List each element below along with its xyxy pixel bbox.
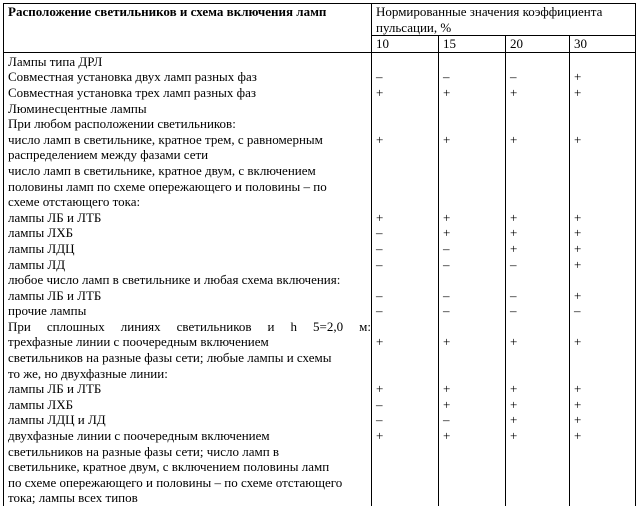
pulsation-mark <box>376 163 438 179</box>
pulsation-mark: + <box>443 209 451 225</box>
pulsation-mark <box>574 272 635 288</box>
pulsation-mark <box>443 272 505 288</box>
pulsation-mark: – <box>443 303 450 319</box>
pulsation-mark <box>510 459 569 475</box>
description-line: тока; лампы всех типов <box>8 490 138 506</box>
pulsation-mark <box>443 366 505 382</box>
mark-column-20 <box>506 52 570 506</box>
pulsation-mark <box>443 163 505 179</box>
description-line: схеме отстающего тока: <box>8 194 141 210</box>
pulsation-mark: – <box>443 69 450 85</box>
description-line: число ламп в светильнике, кратное трем, с равномерным <box>8 131 323 147</box>
pulsation-mark <box>510 319 569 335</box>
pulsation-mark <box>376 272 438 288</box>
description-line: Совместная установка двух ламп разных фаз <box>8 69 257 85</box>
description-line: любое число ламп в светильнике и любая схема включения: <box>8 272 341 288</box>
pulsation-mark <box>376 475 438 491</box>
description-line: лампы ЛБ и ЛТБ <box>8 287 102 303</box>
pulsation-mark <box>574 116 635 132</box>
mark-column-15 <box>439 52 506 506</box>
pulsation-mark <box>574 319 635 335</box>
pulsation-mark: – <box>376 256 383 272</box>
pulsation-mark: – <box>510 303 517 319</box>
pulsation-mark <box>510 116 569 132</box>
description-line: лампы ЛДЦ <box>8 240 75 256</box>
description-line: число ламп в светильнике, кратное двум, с включением <box>8 162 316 178</box>
pulsation-mark <box>574 350 635 366</box>
pulsation-mark <box>443 475 505 491</box>
pulsation-mark: + <box>510 428 518 444</box>
pulsation-mark <box>376 319 438 335</box>
pulsation-mark <box>443 194 505 210</box>
description-line: Совместная установка трех ламп разных фаз <box>8 84 256 100</box>
pulsation-mark <box>376 54 438 70</box>
pulsation-mark <box>574 459 635 475</box>
pulsation-mark <box>574 101 635 117</box>
header-pulsation-30: 30 <box>570 36 636 53</box>
description-line: двухфазные линии с поочередным включением <box>8 428 270 444</box>
pulsation-mark: + <box>443 334 451 350</box>
description-line: светильнике, кратное двум, с включением половины ламп <box>8 459 330 475</box>
pulsation-mark: + <box>574 225 582 241</box>
pulsation-mark: – <box>510 256 517 272</box>
mark-column-30 <box>570 52 636 506</box>
pulsation-mark: + <box>574 396 582 412</box>
pulsation-mark <box>574 179 635 195</box>
pulsation-mark <box>510 147 569 163</box>
pulsation-mark: – <box>574 303 581 319</box>
pulsation-mark <box>443 490 505 506</box>
pulsation-mark <box>443 101 505 117</box>
pulsation-mark: + <box>574 381 582 397</box>
description-line: половины ламп по схеме опережающего и половины – по <box>8 178 327 194</box>
pulsation-mark <box>574 194 635 210</box>
pulsation-mark <box>376 459 438 475</box>
pulsation-mark <box>510 54 569 70</box>
pulsation-mark: + <box>510 396 518 412</box>
pulsation-mark <box>376 444 438 460</box>
pulsation-mark: + <box>574 428 582 444</box>
pulsation-mark: + <box>510 209 518 225</box>
description-line: лампы ЛД <box>8 256 66 272</box>
pulsation-mark <box>443 179 505 195</box>
mark-column-10 <box>372 52 439 506</box>
pulsation-mark: + <box>574 69 582 85</box>
description-line: по схеме опережающего и половины – по схеме отстающего <box>8 474 343 490</box>
pulsation-mark: – <box>376 69 383 85</box>
pulsation-mark <box>510 350 569 366</box>
pulsation-mark: + <box>376 381 384 397</box>
pulsation-mark: – <box>376 240 383 256</box>
pulsation-mark <box>376 179 438 195</box>
pulsation-mark: – <box>376 287 383 303</box>
pulsation-mark: + <box>510 412 518 428</box>
pulsation-table <box>3 3 636 506</box>
pulsation-mark: – <box>376 396 383 412</box>
pulsation-mark <box>376 101 438 117</box>
pulsation-mark: + <box>510 131 518 147</box>
pulsation-mark: + <box>510 334 518 350</box>
pulsation-mark <box>376 194 438 210</box>
pulsation-mark: – <box>376 412 383 428</box>
pulsation-mark: + <box>574 256 582 272</box>
description-column <box>4 52 372 506</box>
pulsation-mark: – <box>510 287 517 303</box>
pulsation-mark <box>510 475 569 491</box>
pulsation-mark: + <box>574 209 582 225</box>
pulsation-mark <box>510 194 569 210</box>
pulsation-mark <box>510 163 569 179</box>
pulsation-mark: – <box>376 303 383 319</box>
pulsation-mark <box>574 54 635 70</box>
pulsation-mark: + <box>574 131 582 147</box>
pulsation-mark <box>510 272 569 288</box>
pulsation-mark <box>376 147 438 163</box>
description-line: При любом расположении светильников: <box>8 116 236 132</box>
pulsation-mark: + <box>574 287 582 303</box>
pulsation-mark: + <box>443 225 451 241</box>
pulsation-mark <box>510 179 569 195</box>
pulsation-mark <box>443 116 505 132</box>
pulsation-mark <box>574 475 635 491</box>
pulsation-mark <box>443 319 505 335</box>
description-line: При сплошных линиях светильников и h 5=2,0 м: <box>8 318 371 334</box>
header-pulsation-group: Нормированные значения коэффициента пульсации, % <box>372 4 636 36</box>
description-line: трехфазные линии с поочередным включением <box>8 334 269 350</box>
pulsation-mark: – <box>443 240 450 256</box>
pulsation-mark: + <box>574 412 582 428</box>
pulsation-mark: – <box>510 69 517 85</box>
pulsation-mark <box>574 444 635 460</box>
pulsation-mark: + <box>574 240 582 256</box>
description-line: Люминесцентные лампы <box>8 100 147 116</box>
description-line: лампы ЛХБ <box>8 225 74 241</box>
pulsation-mark: + <box>376 84 384 100</box>
pulsation-mark <box>510 366 569 382</box>
description-line: прочие лампы <box>8 303 87 319</box>
pulsation-mark <box>443 459 505 475</box>
pulsation-mark: + <box>376 131 384 147</box>
pulsation-mark <box>574 163 635 179</box>
header-pulsation-15: 15 <box>439 36 506 53</box>
pulsation-mark: + <box>510 225 518 241</box>
pulsation-mark <box>443 54 505 70</box>
pulsation-mark: + <box>574 84 582 100</box>
description-line: лампы ЛБ и ЛТБ <box>8 381 102 397</box>
pulsation-mark: + <box>443 84 451 100</box>
pulsation-mark: + <box>376 334 384 350</box>
pulsation-mark <box>510 444 569 460</box>
header-pulsation-10: 10 <box>372 36 439 53</box>
pulsation-mark <box>376 116 438 132</box>
pulsation-mark: + <box>510 240 518 256</box>
pulsation-mark: + <box>510 84 518 100</box>
pulsation-mark <box>376 366 438 382</box>
description-line: то же, но двухфазные линии: <box>8 365 168 381</box>
description-line: лампы ЛДЦ и ЛД <box>8 412 106 428</box>
description-line: распределением между фазами сети <box>8 147 209 163</box>
pulsation-mark: + <box>510 381 518 397</box>
description-line: лампы ЛБ и ЛТБ <box>8 209 102 225</box>
pulsation-mark: + <box>443 428 451 444</box>
description-line: Лампы типа ДРЛ <box>8 53 103 69</box>
description-line: светильников на разные фазы сети; число ламп в <box>8 443 280 459</box>
description-line: лампы ЛХБ <box>8 396 74 412</box>
pulsation-mark <box>510 101 569 117</box>
pulsation-mark: + <box>443 396 451 412</box>
pulsation-mark <box>574 490 635 506</box>
pulsation-mark <box>376 490 438 506</box>
pulsation-mark: – <box>443 412 450 428</box>
header-pulsation-20: 20 <box>506 36 570 53</box>
description-line: светильников на разные фазы сети; любые лампы и схемы <box>8 350 332 366</box>
pulsation-mark <box>574 147 635 163</box>
pulsation-mark: + <box>443 381 451 397</box>
pulsation-mark <box>510 490 569 506</box>
pulsation-mark <box>376 350 438 366</box>
pulsation-mark <box>574 366 635 382</box>
pulsation-mark: + <box>376 428 384 444</box>
pulsation-mark: – <box>443 287 450 303</box>
pulsation-mark: + <box>376 209 384 225</box>
pulsation-mark <box>443 350 505 366</box>
pulsation-mark: + <box>574 334 582 350</box>
pulsation-mark <box>443 444 505 460</box>
header-layout-column: Расположение светильников и схема включения ламп <box>4 4 372 53</box>
pulsation-mark: + <box>443 131 451 147</box>
pulsation-mark: – <box>443 256 450 272</box>
pulsation-mark: – <box>376 225 383 241</box>
pulsation-mark <box>443 147 505 163</box>
